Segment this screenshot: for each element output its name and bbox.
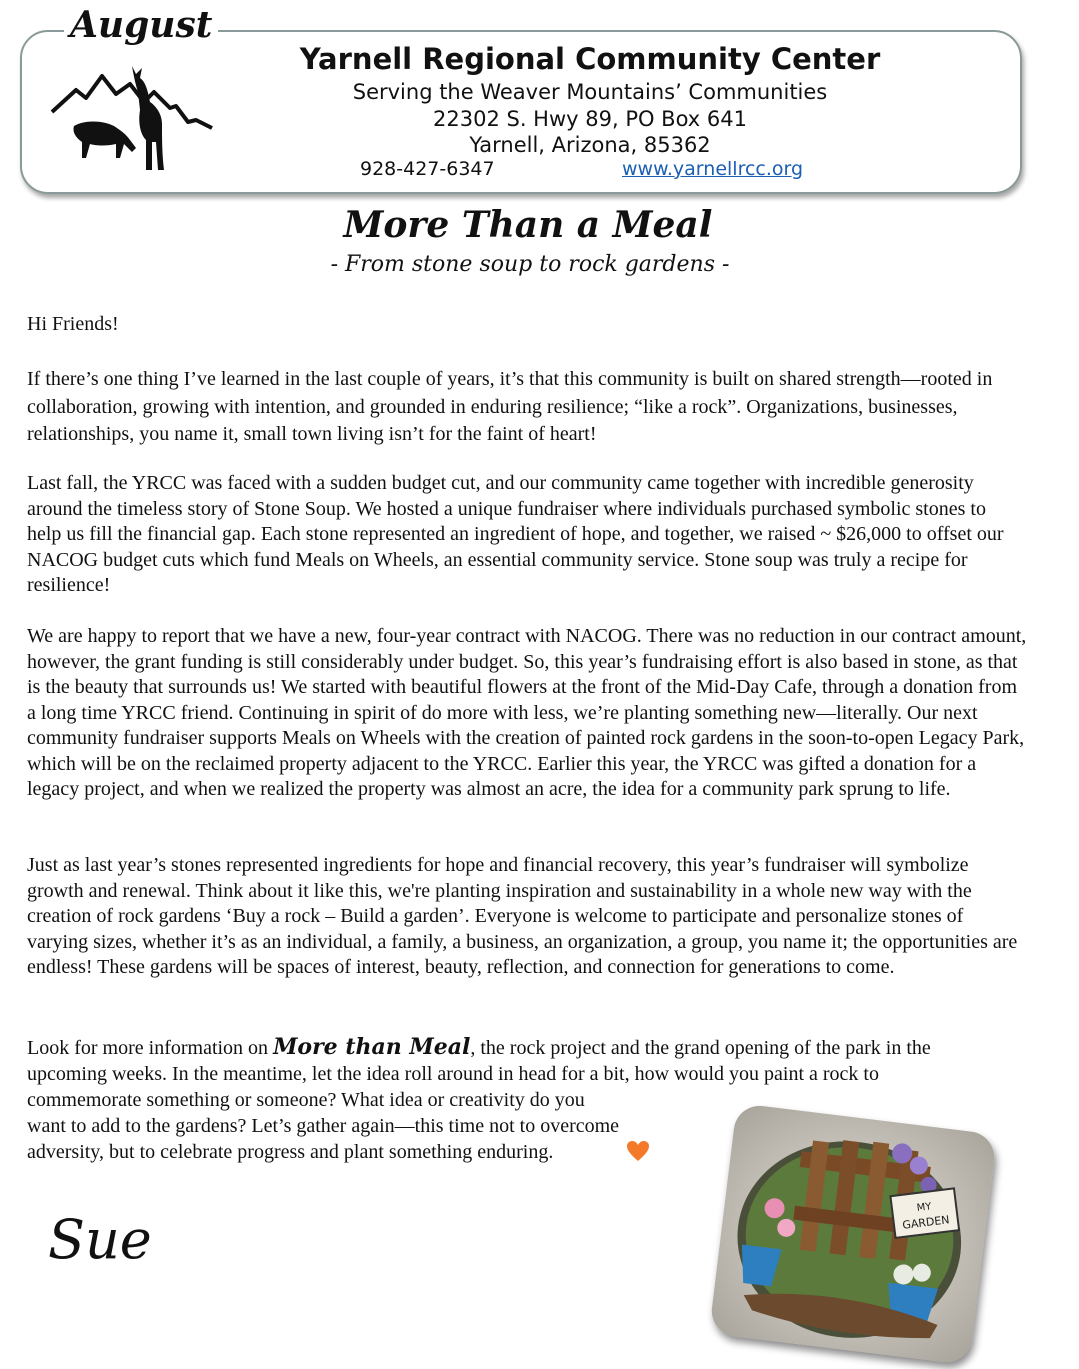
paragraph-5-start: Look for more information on (27, 1037, 274, 1059)
painted-rock-photo (709, 1103, 997, 1365)
signature: Sue (48, 1208, 152, 1271)
paragraph-5-line3: commemorate something or someone? What idea or creativity do you (27, 1089, 585, 1111)
greeting: Hi Friends! (27, 313, 119, 335)
org-tagline: Serving the Weaver Mountains’ Communities (352, 80, 828, 104)
article-subtitle: - From stone soup to rock gardens - (330, 252, 730, 277)
deer-mountain-logo (50, 62, 216, 176)
website-link[interactable]: www.yarnellrcc.org (622, 158, 804, 180)
address-line-1: 22302 S. Hwy 89, PO Box 641 (433, 107, 747, 131)
paragraph-5-line2: upcoming weeks. In the meantime, let the idea roll around in head for a bit, how would you paint a rock to (27, 1063, 879, 1085)
paragraph-5-line5: adversity, but to celebrate progress and plant something enduring. (27, 1141, 554, 1163)
month-label: August (64, 4, 218, 46)
org-name: Yarnell Regional Community Center (299, 42, 881, 76)
paragraph-4: Just as last year’s stones represented ingredients for hope and financial recovery, this year’s fundraiser will symbolize growth and renewal. Think about it like this, we're planting inspiration and sustainability in a whole new way with the creation of rock gardens ‘Buy a rock – Build a garden’. Everyone is welcome to participate and personalize stones of varying sizes, whether it’s as an individual, a family, a business, an organization, a group, you name it; the opportunities are endless! These gardens will be spaces of interest, beauty, reflection, and connection for generations to come. (27, 854, 1018, 978)
paragraph-5-line4: want to add to the gardens? Let’s gather again—this time not to overcome (27, 1115, 620, 1137)
rock-sign-text-2: GARDEN (901, 1213, 951, 1232)
paragraph-2: Last fall, the YRCC was faced with a sudden budget cut, and our community came together with incredible generosity around the timeless story of Stone Soup. We hosted a unique fundraiser where individuals purchased symbolic stones to help us fill the financial gap. Each stone represented an ingredient of hope, and together, we raised ~ $26,000 to offset our NACOG budget cuts which fund Meals on Wheels, an essential community service. Stone soup was truly a recipe for resilience! (27, 472, 1004, 596)
paragraph-1: If there’s one thing I’ve learned in the last couple of years, it’s that this community is built on shared strength—rooted in collaboration, growing with intention, and grounded in enduring resilience; “like a rock”. Organizations, businesses, relationships, you name it, small town living isn’t for the faint of heart! (27, 368, 993, 445)
rock-sign-text-1: MY (916, 1201, 933, 1215)
address-line-2: Yarnell, Arizona, 85362 (469, 133, 711, 157)
paragraph-5-line1-end: , the rock project and the grand opening of the park in the (470, 1037, 931, 1059)
article-title: More Than a Meal (343, 204, 713, 246)
paragraph-3: We are happy to report that we have a new, four-year contract with NACOG. There was no reduction in our contract amount, however, the grant funding is still considerably under budget. So, this year’s fundraising effort is also based in stone, as that is the beauty that surrounds us! We started with beautiful flowers at the front of the Mid-Day Cafe, through a donation from a long time YRCC friend. Continuing in spirit of do more with less, we’re planting something new—literally. Our next community fundraiser supports Meals on Wheels with the creation of painted rock gardens in the soon-to-open Legacy Park, which will be on the reclaimed property adjacent to the YRCC. Earlier this year, the YRCC was gifted a donation for a legacy project, and when we realized the property was almost an acre, the idea for a community park sprung to life. (27, 625, 1027, 800)
heart-icon (626, 1140, 650, 1162)
phone-number: 928-427-6347 (360, 158, 495, 180)
painted-rock-illustration (709, 1103, 997, 1365)
more-than-meal-emphasis: More than Meal (273, 1034, 471, 1060)
